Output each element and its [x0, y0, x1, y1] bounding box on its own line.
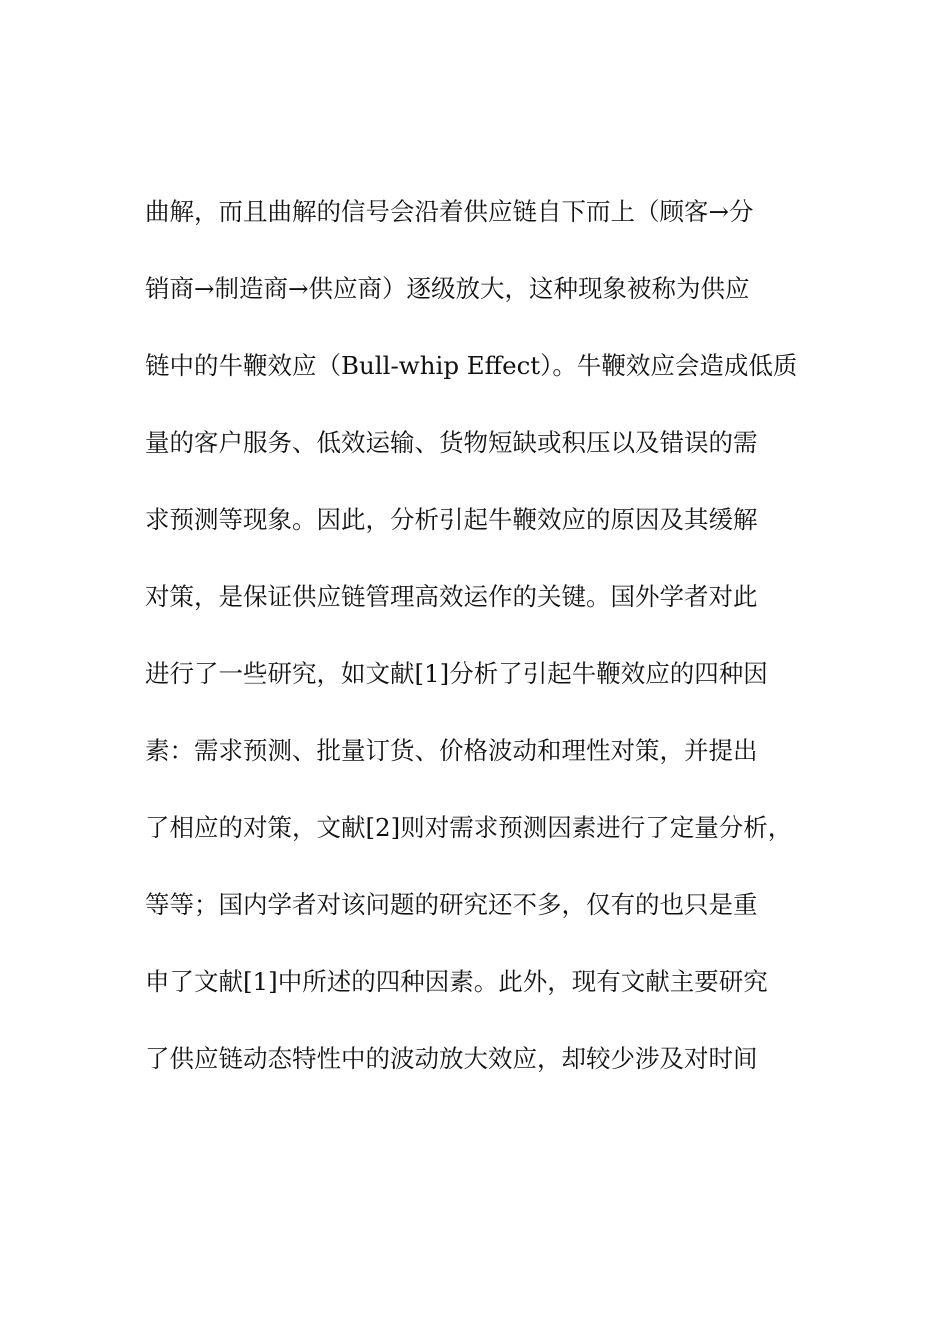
body-paragraph [145, 190, 825, 1114]
text-line-2: 销商→制造商→供应商）逐级放大，这种现象被称为供应 [145, 274, 750, 303]
text-line-5: 求预测等现象。因此，分析引起牛鞭效应的原因及其缓解 [145, 505, 758, 534]
text-line-11: 申了文献[1]中所述的四种因素。此外，现有文献主要研究 [145, 967, 768, 996]
text-line-10: 等等；国内学者对该问题的研究还不多，仅有的也只是重 [145, 890, 758, 919]
text-line-4: 量的客户服务、低效运输、货物短缺或积压以及错误的需 [145, 428, 758, 457]
text-line-12: 了供应链动态特性中的波动放大效应，却较少涉及对时间 [145, 1044, 758, 1073]
text-line-9: 了相应的对策，文献[2]则对需求预测因素进行了定量分析， [145, 813, 793, 842]
text-line-7: 进行了一些研究，如文献[1]分析了引起牛鞭效应的四种因 [145, 659, 768, 688]
text-line-6: 对策，是保证供应链管理高效运作的关键。国外学者对此 [145, 582, 758, 611]
text-line-8: 素：需求预测、批量订货、价格波动和理性对策，并提出 [145, 736, 758, 765]
text-line-3: 链中的牛鞭效应（Bull-whip Effect）。牛鞭效应会造成低质 [145, 351, 798, 380]
text-line-1: 曲解，而且曲解的信号会沿着供应链自下而上（顾客→分 [145, 197, 754, 226]
